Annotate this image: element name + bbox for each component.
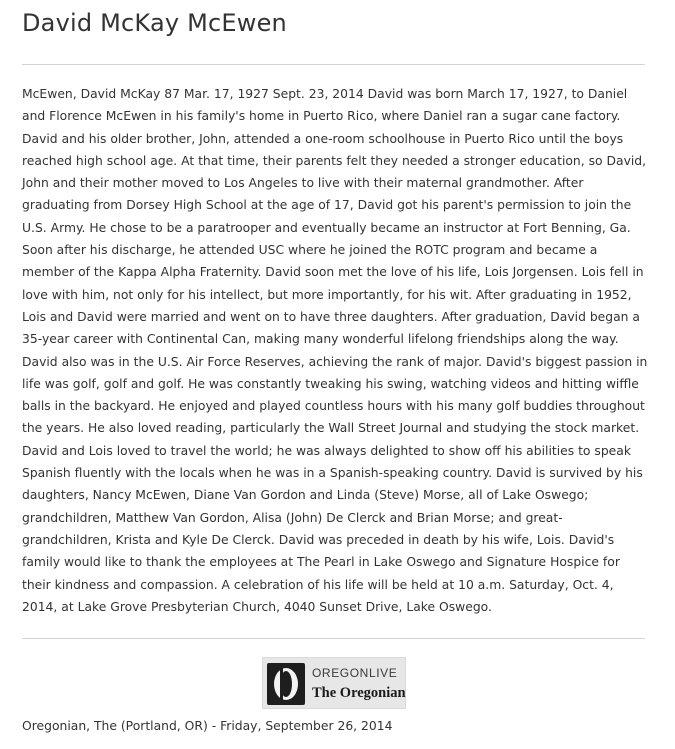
source-line: Oregonian, The (Portland, OR) - Friday, September 26, 2014: [22, 719, 393, 733]
logo-bottom-text: The Oregonian: [312, 685, 406, 701]
oregonlive-logo: [262, 657, 406, 709]
obituary-body: McEwen, David McKay 87 Mar. 17, 1927 Sept. 23, 2014 David was born March 17, 1927, to Daniel and Florence McEwen in his family's home in Puerto Rico, where Daniel ran a sugar cane factory. David and his older brother, John, attended a one-room schoolhouse in Puerto Rico until the boys reached high school age. At that time, their parents felt they needed a stronger education, so David, John and their mother moved to Los Angeles to live with their maternal grandmother. After graduating from Dorsey High School at the age of 17, David got his parent's permission to join the U.S. Army. He chose to be a paratrooper and eventually became an instructor at Fort Benning, Ga. Soon after his discharge, he attended USC where he joined the ROTC program and became a member of the Kappa Alpha Fraternity. David soon met the love of his life, Lois Jorgensen. Lois fell in love with him, not only for his intellect, but more importantly, for his wit. After graduating in 1952, Lois and David were married and went on to have three daughters. After graduation, David began a 35-year career with Continental Can, making many wonderful lifelong friendships along the way. David also was in the U.S. Air Force Reserves, achieving the rank of major. David's biggest passion in life was golf, golf and golf. He was constantly tweaking his swing, watching videos and hitting wiffle balls in the backyard. He enjoyed and played countless hours with his many golf buddies throughout the years. He also loved reading, particularly the Wall Street Journal and studying the stock market. David and Lois loved to travel the world; he was always delighted to show off his abilities to speak Spanish fluently with the locals when he was in a Spanish-speaking country. David is survived by his daughters, Nancy McEwen, Diane Van Gordon and Linda (Steve) Morse, all of Lake Oswego; grandchildren, Matthew Van Gordon, Alisa (John) De Clerck and Brian Morse; and great-grandchildren, Krista and Kyle De Clerck. David was preceded in death by his wife, Lois. David's family would like to thank the employees at The Pearl in Lake Oswego and Signature Hospice for their kindness and compassion. A celebration of his life will be held at 10 a.m. Saturday, Oct. 4, 2014, at Lake Grove Presbyterian Church, 4040 Sunset Drive, Lake Oswego.: [22, 87, 648, 614]
bottom-divider: [22, 638, 645, 639]
logo-top-text: OREGONLIVE: [312, 666, 398, 680]
top-divider: [22, 64, 645, 65]
oregonian-o-logo-icon: [267, 663, 305, 705]
page-title: David McKay McEwen: [22, 9, 287, 37]
